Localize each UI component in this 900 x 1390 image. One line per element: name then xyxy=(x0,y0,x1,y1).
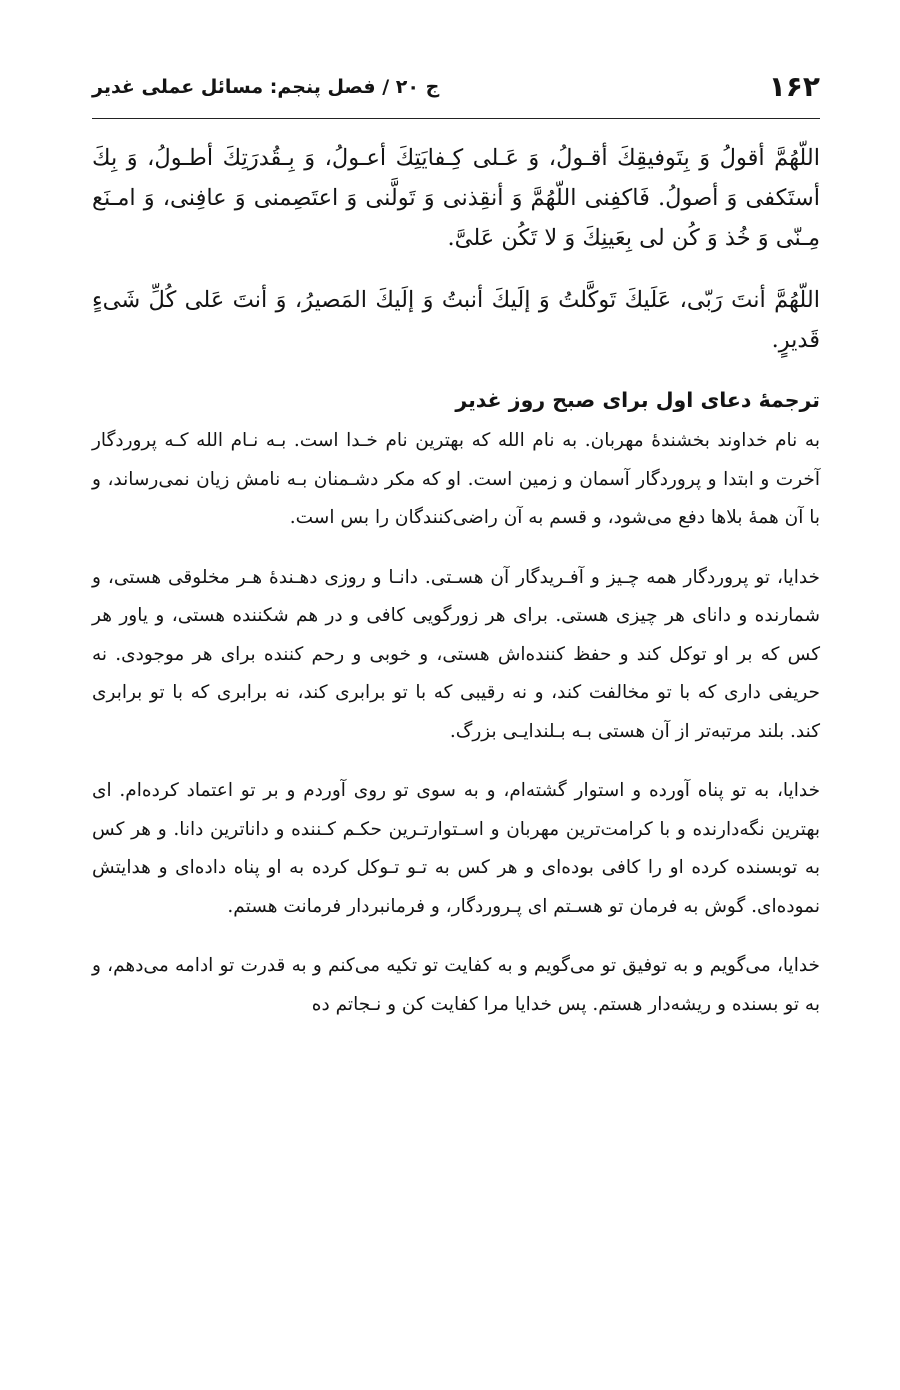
section-heading: ترجمهٔ دعای اول برای صبح روز غدیر xyxy=(455,388,820,412)
running-header xyxy=(92,62,820,119)
page-body xyxy=(92,138,820,1045)
translation-paragraph: به نام خداوند بخشندهٔ مهربان. به نام الله که بهترین نام خـدا است. بـه نـام الله کـه پروردگار آخرت و ابتدا و پروردگار آسمان و زمین است. او که مکر دشـمنان بـه نامش زیان نمی‌رساند، و با آن همهٔ بلاها دفع می‌شود، و قسم به آن راضی‌کنندگان را بس است. xyxy=(92,430,820,528)
translation-paragraph: خدایا، می‌گویم و به توفیق تو می‌گویم و به کفایت تو تکیه می‌کنم و به قدرت تو ادامه می‌دهم، و به تو بسنده و ریشه‌دار هستم. پس خدایا مرا کفایت کن و نـجاتم ده xyxy=(92,955,820,1015)
translation-paragraph: خدایا، تو پروردگار همه چـیز و آفـریدگار آن هسـتی. دانـا و روزی دهـندهٔ هـر مخلوقی هستی، و شمارنده و دانای هر چیزی هستی. برای هر زورگویی کافی و در هم شکننده هستی، و یاور هر کس که بر او توکل کند و حفظ کننده‌اش هستی، و خوبی و رحم کننده برای هر موجودی. نه حریفی داری که با تو مخالفت کند، و نه رقیبی که با تو برابری کند، نه برابری که با تو برابری کند. بلند مرتبه‌تر از آن هستی بـه بـلندایـی بزرگ. xyxy=(92,566,820,742)
translation-paragraph: خدایا، به تو پناه آورده و استوار گشته‌ام، و به سوی تو روی آوردم و بر تو اعتماد کرده‌ام. ای بهترین نگه‌دارنده و با کرامت‌ترین مهربان و اسـتوارتـرین حکـم کـننده و داناترین دانا. و هر کس به توبسنده کرده او را کافی بوده‌ای و هر کس به تـو تـوکل کرده به او پناه داده‌ای و هدایتش نموده‌ای. گوش به فرمان تو هسـتم ای پـروردگار، و فرمانبردار فرمانت هستم. xyxy=(92,780,820,917)
page-number: ۱۶۲ xyxy=(768,70,820,103)
book-page xyxy=(92,0,820,1390)
chapter-title: ج ۲۰ / فصل پنجم: مسائل عملی غدیر xyxy=(92,76,440,98)
arabic-prayer-paragraph: اللّهُمَّ أقولُ وَ بِتَوفيقِكَ أقـولُ، وَ عَـلى كِـفايَتِكَ أعـولُ، وَ بِـقُدرَتِكَ أطـولُ، وَ بِكَ أستَكفى وَ أصولُ. فَاكفِنى اللّهُمَّ وَ أنقِذنى وَ تَولَّنى وَ اعتَصِمنى وَ عافِنى، وَ امـنَع مِـنّى وَ خُذ وَ كُن لى بِعَينِكَ وَ لا تَكُن عَلىَّ. xyxy=(92,145,820,251)
arabic-prayer-paragraph: اللّهُمَّ أنتَ رَبّى، عَلَيكَ تَوكَّلتُ وَ إلَيكَ أنبتُ وَ إلَيكَ المَصيرُ، وَ أنتَ عَلى كُلِّ شَىءٍ قَديرٍ. xyxy=(92,287,820,353)
